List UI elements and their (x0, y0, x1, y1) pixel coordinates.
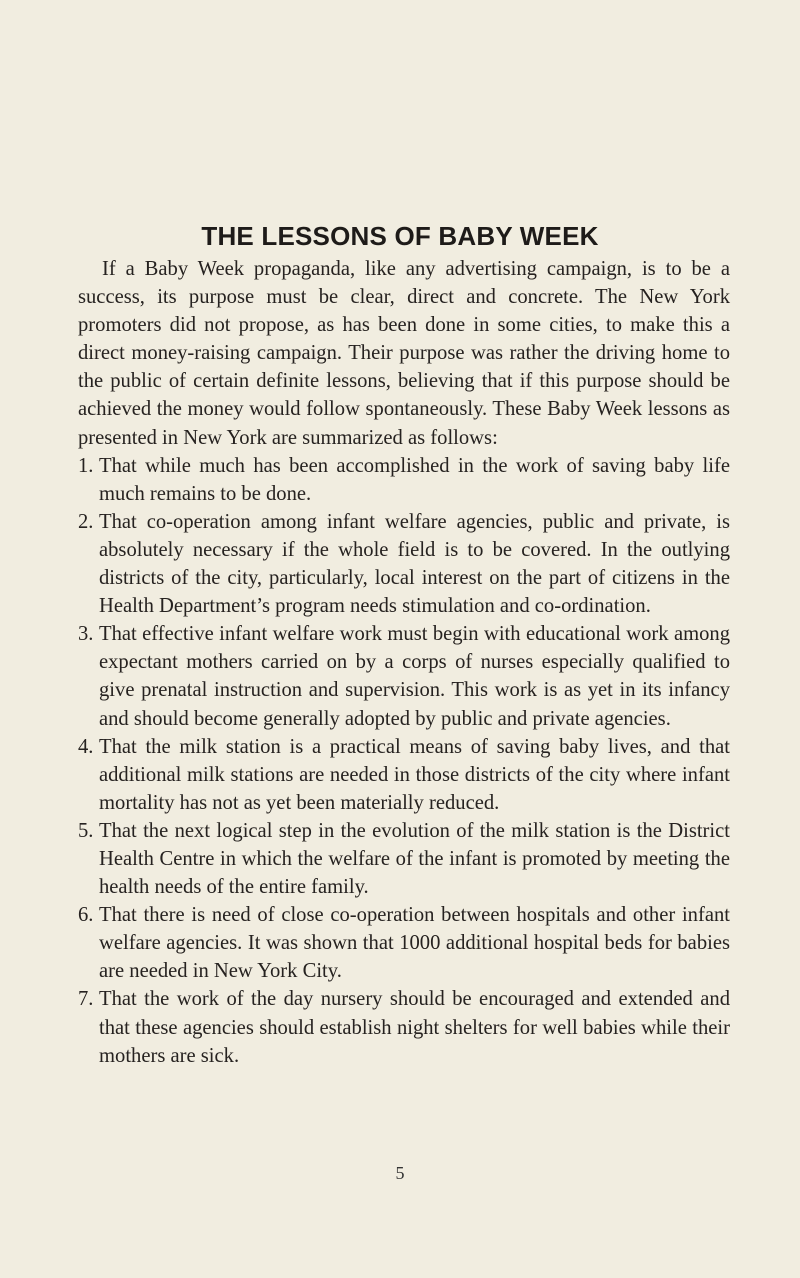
list-item (78, 620, 730, 732)
list-item-number: 3. (78, 623, 94, 646)
list-item (78, 508, 730, 620)
page-title: THE LESSONS OF BABY WEEK (201, 221, 599, 252)
list-item (78, 901, 730, 985)
intro-paragraph: If a Baby Week propaganda, like any advertising campaign, is to be a success, its purpose must be clear, direct and concrete. The New York promoters did not propose, as has been done in some cities, to make this a direct money-raising campaign. Their purpose was rather the driving home to the public of certain definite lessons, believing that if this purpose should be achieved the money would follow spontaneously. These Baby Week lessons as presented in New York are summarized as follows: (78, 258, 730, 449)
list-item-text: That the next logical step in the evolution of the milk station is the District Health Centre in which the welfare of the infant is promoted by meeting the health needs of the entire family. (99, 819, 730, 899)
list-item-number: 1. (78, 454, 94, 477)
list-item (78, 452, 730, 508)
page-body (78, 255, 730, 1070)
list-item (78, 817, 730, 901)
list-item-number: 4. (78, 735, 94, 758)
list-item-text: That effective infant welfare work must begin with educational work among expectant mothers carried on by a corps of nurses especially qualified to give prenatal instruction and supervision. This work is as yet in its infancy and should become generally adopted by public and private agencies. (99, 623, 730, 730)
list-item-text: That the work of the day nursery should be encouraged and extended and that these agencies should establish night shelters for well babies while their mothers are sick. (99, 988, 730, 1067)
list-item (78, 733, 730, 817)
list-item-text: That while much has been accomplished in the work of saving baby life much remains to be done. (99, 454, 730, 505)
list-item-text: That there is need of close co-operation between hospitals and other infant welfare agencies. It was shown that 1000 additional hospital beds for babies are needed in New York City. (99, 904, 730, 983)
list-item-number: 6. (78, 904, 94, 927)
list-item-number: 7. (78, 988, 94, 1011)
lessons-list (78, 452, 730, 1070)
list-item-number: 2. (78, 510, 94, 533)
list-item-number: 5. (78, 819, 94, 842)
list-item-text: That the milk station is a practical means of saving baby lives, and that additional milk stations are needed in those districts of the city where infant mortality has not as yet been materially reduced. (99, 735, 730, 814)
list-item (78, 985, 730, 1069)
list-item-text: That co-operation among infant welfare agencies, public and private, is absolutely necessary if the whole field is to be covered. In the outlying districts of the city, particularly, local interest on the part of citizens in the Health Department’s program needs stimulation and co-ordination. (99, 510, 730, 618)
page-number: 5 (395, 1163, 405, 1183)
